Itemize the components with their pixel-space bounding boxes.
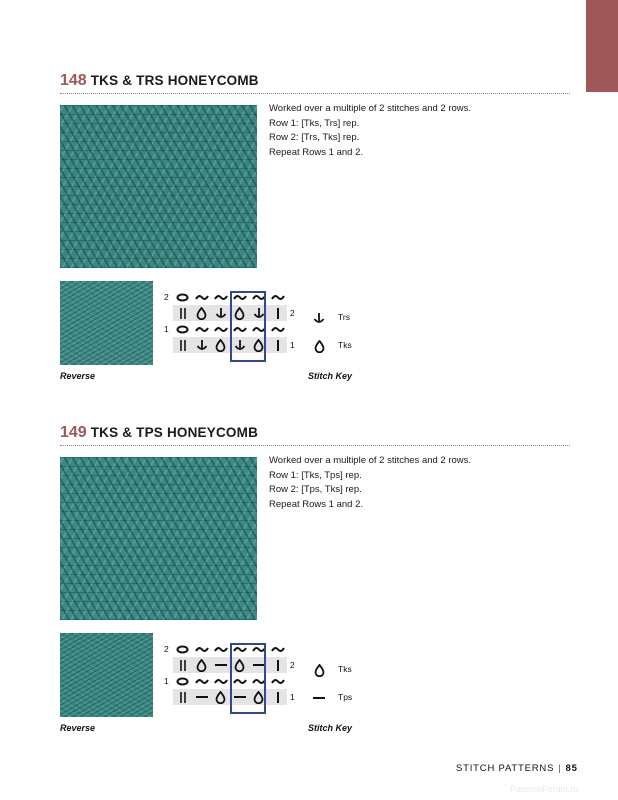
instruction-line: Repeat Rows 1 and 2. (269, 498, 364, 510)
instruction-line: Row 1: [Tks, Trs] rep. (269, 117, 360, 129)
drop-outline-icon (211, 689, 230, 705)
reverse-caption: Reverse (60, 723, 96, 733)
chain-oval-icon (173, 289, 192, 305)
wave-icon (192, 321, 211, 337)
stitch-key-label: Tps (338, 692, 353, 702)
instruction-line: Repeat Rows 1 and 2. (269, 146, 364, 158)
drop-outline-icon (310, 337, 328, 355)
anchor-down-icon (310, 309, 328, 327)
pattern-title: TKS & TPS HONEYCOMB (90, 425, 259, 440)
section-heading (60, 72, 570, 94)
row-label: 1 (290, 692, 295, 702)
instruction-line: Worked over a multiple of 2 stitches and 2 rows. (269, 455, 472, 466)
wave-icon (268, 673, 287, 689)
instruction-line: Row 2: [Trs, Tks] rep. (269, 132, 360, 143)
wave-icon (268, 641, 287, 657)
dash-icon (211, 657, 230, 673)
stitch-key-caption: Stitch Key (308, 371, 353, 381)
pattern-number: 148 (60, 72, 87, 89)
stitch-key-item (310, 689, 370, 707)
double-bar-icon (173, 657, 192, 673)
wave-icon (268, 289, 287, 305)
wave-icon (192, 289, 211, 305)
wave-icon (211, 641, 230, 657)
chapter-tab (586, 0, 618, 92)
bar-icon (268, 657, 287, 673)
bar-icon (268, 337, 287, 353)
double-bar-icon (173, 305, 192, 321)
pattern-title: TKS & TRS HONEYCOMB (90, 73, 259, 88)
stitch-key-label: Tks (338, 340, 352, 350)
page-number: 85 (565, 763, 578, 774)
drop-outline-icon (310, 661, 328, 679)
wave-icon (211, 289, 230, 305)
wave-icon (268, 321, 287, 337)
swatch-photo (60, 105, 257, 268)
instruction-line: Worked over a multiple of 2 stitches and 2 rows. (269, 103, 472, 114)
double-bar-icon (173, 337, 192, 353)
pattern-number: 149 (60, 424, 87, 441)
footer-section-name: STITCH PATTERNS (456, 763, 555, 774)
chain-oval-icon (173, 673, 192, 689)
row-label: 1 (164, 676, 169, 686)
reverse-swatch-photo (60, 633, 153, 717)
stitch-chart (164, 287, 295, 367)
row-label: 1 (290, 340, 295, 350)
stitch-key-caption: Stitch Key (308, 723, 353, 733)
stitch-key-label: Tks (338, 664, 352, 674)
bar-icon (268, 689, 287, 705)
bar-icon (268, 305, 287, 321)
page-footer (456, 763, 578, 774)
swatch-photo (60, 457, 257, 620)
wave-icon (211, 673, 230, 689)
reverse-swatch-photo (60, 281, 153, 365)
stitch-pattern-148 (60, 72, 570, 381)
dash-icon (192, 689, 211, 705)
stitch-key-item (310, 337, 370, 355)
dash-icon (310, 689, 328, 707)
drop-outline-icon (192, 305, 211, 321)
section-heading (60, 424, 570, 446)
row-label: 2 (290, 308, 295, 318)
anchor-down-icon (211, 305, 230, 321)
watermark: PassionForum.ru (510, 784, 579, 794)
reverse-caption: Reverse (60, 371, 96, 381)
row-label: 2 (164, 292, 169, 302)
pattern-instructions (269, 454, 569, 512)
repeat-highlight-box (230, 291, 266, 362)
stitch-pattern-149 (60, 424, 570, 733)
chain-oval-icon (173, 641, 192, 657)
anchor-down-icon (192, 337, 211, 353)
wave-icon (211, 321, 230, 337)
row-label: 2 (164, 644, 169, 654)
wave-icon (192, 673, 211, 689)
footer-separator: | (558, 763, 562, 774)
repeat-highlight-box (230, 643, 266, 714)
chain-oval-icon (173, 321, 192, 337)
row-label: 1 (164, 324, 169, 334)
dotted-divider (60, 93, 570, 94)
row-label: 2 (290, 660, 295, 670)
double-bar-icon (173, 689, 192, 705)
stitch-key-label: Trs (338, 312, 350, 322)
drop-outline-icon (211, 337, 230, 353)
instruction-line: Row 1: [Tks, Tps] rep. (269, 469, 362, 481)
dotted-divider (60, 445, 570, 446)
stitch-key-item (310, 661, 370, 679)
pattern-instructions (269, 102, 569, 160)
drop-outline-icon (192, 657, 211, 673)
stitch-key-item (310, 309, 370, 327)
stitch-chart (164, 639, 295, 719)
instruction-line: Row 2: [Tps, Tks] rep. (269, 484, 362, 495)
wave-icon (192, 641, 211, 657)
